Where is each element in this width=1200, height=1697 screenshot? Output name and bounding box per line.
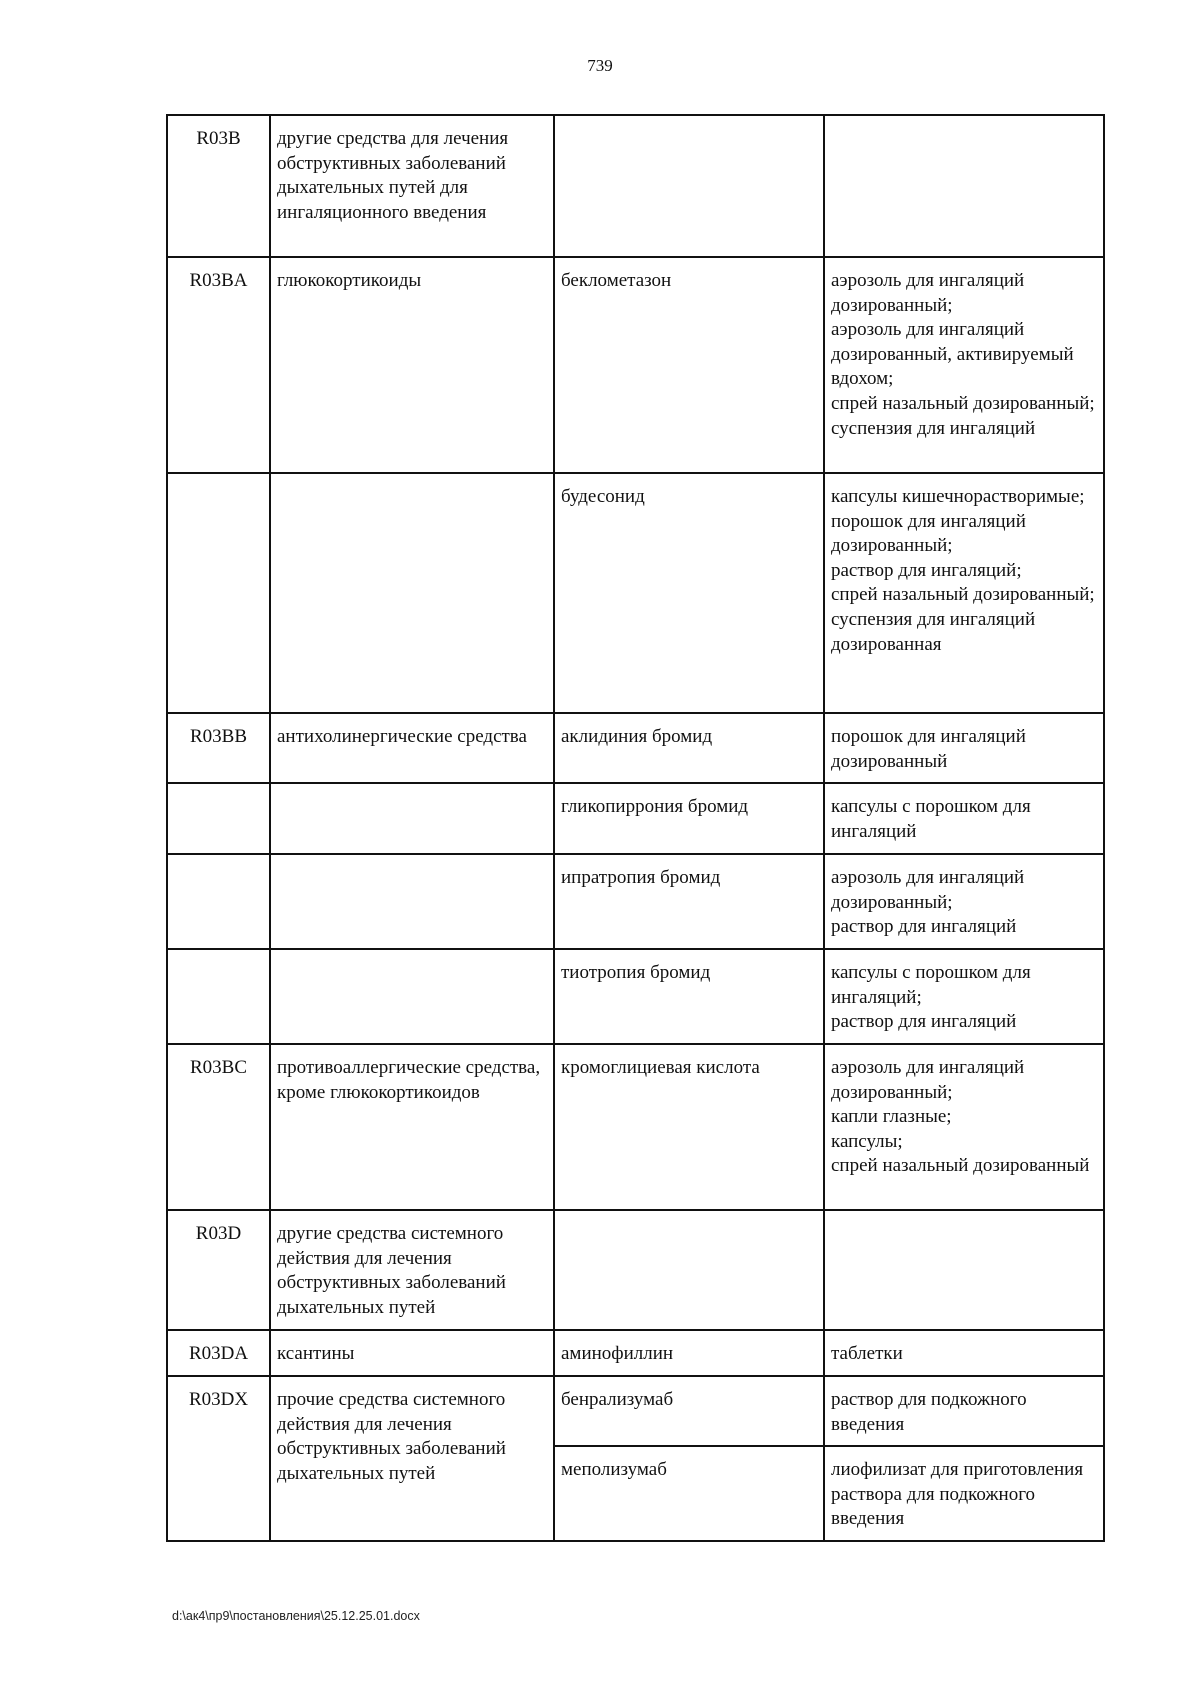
document-file-path: d:\ак4\пр9\постановления\25.12.25.01.docx bbox=[172, 1609, 420, 1623]
table-row bbox=[167, 257, 1104, 473]
atc-code bbox=[167, 949, 270, 1044]
table-row bbox=[167, 115, 1104, 257]
group-name bbox=[270, 949, 554, 1044]
table-row bbox=[167, 949, 1104, 1044]
dosage-form: аэрозоль для ингаляций дозированный; капли глазные; капсулы; спрей назальный дозированный bbox=[824, 1044, 1104, 1210]
dosage-form: лиофилизат для приготовления раствора для подкожного введения bbox=[824, 1446, 1104, 1541]
dosage-form: порошок для ингаляций дозированный bbox=[824, 713, 1104, 783]
atc-code: R03BC bbox=[167, 1044, 270, 1210]
atc-code: R03D bbox=[167, 1210, 270, 1330]
atc-code: R03DX bbox=[167, 1376, 270, 1541]
table-row bbox=[167, 473, 1104, 713]
atc-code bbox=[167, 854, 270, 949]
page-number: 739 bbox=[587, 56, 613, 75]
dosage-form: капсулы кишечнорастворимые; порошок для ингаляций дозированный; раствор для ингаляций; спрей назальный дозированный; суспензия для ингаляций дозированная bbox=[824, 473, 1104, 713]
drug-table-container bbox=[166, 114, 1105, 1542]
atc-code: R03BA bbox=[167, 257, 270, 473]
drug-name: аминофиллин bbox=[554, 1330, 824, 1376]
drug-name: бенрализумаб bbox=[554, 1376, 824, 1446]
dosage-form: аэрозоль для ингаляций дозированный; аэрозоль для ингаляций дозированный, активируемый вдохом; спрей назальный дозированный; суспензия для ингаляций bbox=[824, 257, 1104, 473]
atc-code: R03BB bbox=[167, 713, 270, 783]
drug-name: аклидиния бромид bbox=[554, 713, 824, 783]
drug-name bbox=[554, 115, 824, 257]
group-name: другие средства системного действия для лечения обструктивных заболеваний дыхательных путей bbox=[270, 1210, 554, 1330]
drug-name: будесонид bbox=[554, 473, 824, 713]
group-name bbox=[270, 783, 554, 854]
drug-name bbox=[554, 1210, 824, 1330]
dosage-form bbox=[824, 115, 1104, 257]
drug-name: ипратропия бромид bbox=[554, 854, 824, 949]
table-row bbox=[167, 1330, 1104, 1376]
group-name: ксантины bbox=[270, 1330, 554, 1376]
drug-name: гликопиррония бромид bbox=[554, 783, 824, 854]
group-name: прочие средства системного действия для лечения обструктивных заболеваний дыхательных путей bbox=[270, 1376, 554, 1541]
table-row bbox=[167, 854, 1104, 949]
drug-name: меполизумаб bbox=[554, 1446, 824, 1541]
dosage-form: капсулы с порошком для ингаляций bbox=[824, 783, 1104, 854]
table-row bbox=[167, 1044, 1104, 1210]
dosage-form: раствор для подкожного введения bbox=[824, 1376, 1104, 1446]
table-row bbox=[167, 713, 1104, 783]
drug-name: беклометазон bbox=[554, 257, 824, 473]
table-row bbox=[167, 783, 1104, 854]
dosage-form bbox=[824, 1210, 1104, 1330]
atc-code: R03B bbox=[167, 115, 270, 257]
group-name bbox=[270, 854, 554, 949]
group-name: другие средства для лечения обструктивных заболеваний дыхательных путей для ингаляционного введения bbox=[270, 115, 554, 257]
group-name: противоаллергические средства, кроме глюкокортикоидов bbox=[270, 1044, 554, 1210]
table-row bbox=[167, 1376, 1104, 1446]
atc-code bbox=[167, 783, 270, 854]
drug-name: кромоглициевая кислота bbox=[554, 1044, 824, 1210]
atc-code: R03DA bbox=[167, 1330, 270, 1376]
atc-code bbox=[167, 473, 270, 713]
dosage-form: капсулы с порошком для ингаляций; раствор для ингаляций bbox=[824, 949, 1104, 1044]
dosage-form: аэрозоль для ингаляций дозированный; раствор для ингаляций bbox=[824, 854, 1104, 949]
group-name: антихолинергические средства bbox=[270, 713, 554, 783]
table-row bbox=[167, 1210, 1104, 1330]
drug-table bbox=[166, 114, 1105, 1542]
group-name bbox=[270, 473, 554, 713]
group-name: глюкокортикоиды bbox=[270, 257, 554, 473]
drug-name: тиотропия бромид bbox=[554, 949, 824, 1044]
dosage-form: таблетки bbox=[824, 1330, 1104, 1376]
